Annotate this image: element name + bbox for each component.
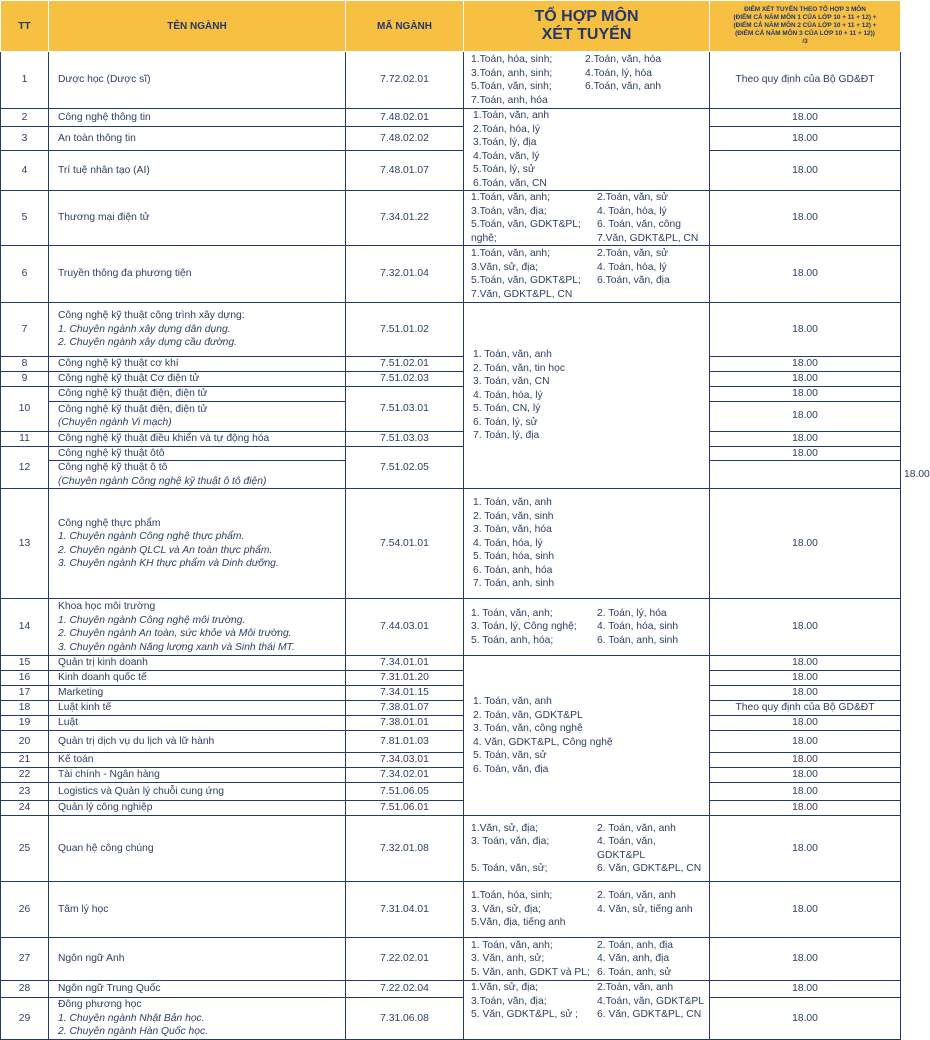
- row-code: 7.48.02.01: [346, 109, 464, 127]
- combo-cell: 1.Toán, hóa, sinh; 2.Toán, văn, hóa 3.Toán, anh, sinh; 4.Toán, lý, hóa 5.Toán, văn, sinh; 6.Toán, văn, anh 7.Toán, anh, hóa: [464, 52, 710, 109]
- row-tt: 3: [1, 127, 49, 151]
- row-score: 18.00: [710, 671, 901, 686]
- row-score: 18.00: [710, 686, 901, 701]
- row-code: 7.31.06.08: [346, 998, 464, 1040]
- row-score: 18.00: [710, 446, 901, 461]
- row-tt: 29: [1, 998, 49, 1040]
- row-tt: 22: [1, 768, 49, 783]
- table-row: [1, 701, 901, 716]
- row-score: 18.00: [710, 151, 901, 191]
- row-code: 7.51.02.03: [346, 372, 464, 387]
- row-name: Công nghệ kỹ thuật ôtô: [49, 446, 346, 461]
- row-name: Logistics và Quản lý chuỗi cung ứng: [49, 783, 346, 801]
- row-code: 7.51.03.03: [346, 431, 464, 446]
- row-tt: 9: [1, 372, 49, 387]
- table-header: [1, 1, 901, 52]
- row-score: 18.00: [710, 246, 901, 303]
- row-name: Ngôn ngữ Trung Quốc: [49, 981, 346, 998]
- row-name: Công nghệ kỹ thuật ô tô (Chuyên ngành Công nghệ kỹ thuật ô tô điện): [49, 461, 346, 489]
- row-name: Tài chính - Ngân hàng: [49, 768, 346, 783]
- row-score: 18.00: [710, 816, 901, 882]
- row-score: 18.00: [710, 401, 901, 431]
- combo-cell: 1.Toán, văn, anh; 2.Toán, văn, sử 3.Văn, sử, địa; 4. Toán, hóa, lý 5.Toán, văn, GDKT&PL; 6.Toán, văn, địa 7.Văn, GDKT&PL, CN: [464, 246, 710, 303]
- row-name: Công nghệ thực phẩm 1. Chuyên ngành Công nghệ thực phẩm. 2. Chuyên ngành QLCL và An toàn thực phẩm. 3. Chuyên ngành KH thực phẩm và Dinh dưỡng.: [49, 489, 346, 599]
- row-code: 7.31.04.01: [346, 882, 464, 938]
- table-row: [1, 671, 901, 686]
- row-code: 7.72.02.01: [346, 52, 464, 109]
- row-tt: 5: [1, 191, 49, 246]
- combo-cell-empty: [710, 461, 901, 489]
- row-score: 18.00: [710, 127, 901, 151]
- row-tt: 17: [1, 686, 49, 701]
- row-tt: 21: [1, 753, 49, 768]
- row-tt: 2: [1, 109, 49, 127]
- table-row: [1, 303, 901, 357]
- row-code: 7.38.01.07: [346, 701, 464, 716]
- row-tt: 12: [1, 446, 49, 489]
- row-score: Theo quy định của Bộ GD&ĐT: [710, 52, 901, 109]
- combo-cell: 1. Toán, văn, anh 2. Toán, văn, tin học 3. Toán, văn, CN 4. Toán, hóa, lý 5. Toán, CN, lý 6. Toán, lý, sử 7. Toán, lý, địa: [464, 303, 710, 489]
- row-code: 7.32.01.08: [346, 816, 464, 882]
- combo-cell: 1.Toán, văn, anh; 2.Toán, văn, sử 3.Toán, văn, địa; 4. Toán, hóa, lý 5.Toán, văn, GDKT&PL; 6. Toán, văn, công nghệ; 7.Văn, GDKT&PL, CN: [464, 191, 710, 246]
- row-score: 18.00: [710, 981, 901, 998]
- row-code: 7.54.01.01: [346, 489, 464, 599]
- row-name: Đông phương học 1. Chuyên ngành Nhật Bản học. 2. Chuyên ngành Hàn Quốc học.: [49, 998, 346, 1040]
- row-score: 18.00: [710, 357, 901, 372]
- row-tt: 28: [1, 981, 49, 998]
- combo-cell: 1.Văn, sử, địa; 2.Toán, văn, anh 3.Toán, văn, địa; 4.Toán, văn, GDKT&PL 5. Văn, GDKT&PL, sử ; 6. Văn, GDKT&PL, CN: [464, 981, 710, 1040]
- row-code: 7.34.02.01: [346, 768, 464, 783]
- table-row: [1, 109, 901, 127]
- table-row: [1, 246, 901, 303]
- row-code: 7.51.03.01: [346, 387, 464, 432]
- row-name: Dược học (Dược sĩ): [49, 52, 346, 109]
- combo-cell: 1. Toán, văn, anh; 2. Toán, lý, hóa 3. Toán, lý, Công nghệ; 4. Toán, hóa, sinh 5. Toán, anh, hóa; 6. Toán, anh, sinh: [464, 599, 710, 656]
- row-name: Quản trị kinh doanh: [49, 656, 346, 671]
- table-row: [1, 882, 901, 938]
- table-row: [1, 716, 901, 731]
- row-name: Tâm lý học: [49, 882, 346, 938]
- row-tt: 16: [1, 671, 49, 686]
- row-score: 18.00: [710, 109, 901, 127]
- table-row: [1, 686, 901, 701]
- header-ten-nganh: TÊN NGÀNH: [49, 1, 346, 52]
- row-code: 7.34.03.01: [346, 753, 464, 768]
- row-code: 7.81.01.03: [346, 731, 464, 753]
- table-row: [1, 998, 901, 1040]
- row-code: 7.22.02.01: [346, 938, 464, 981]
- combo-cell: 1. Toán, văn, anh 2. Toán, văn, GDKT&PL 3. Toán, văn, công nghệ 4. Văn, GDKT&PL, Công nghệ 5. Toán, văn, sử 6. Toán, văn, địa: [464, 656, 710, 816]
- row-tt: 4: [1, 151, 49, 191]
- table-row: [1, 768, 901, 783]
- row-tt: 25: [1, 816, 49, 882]
- row-score: 18.00: [710, 656, 901, 671]
- row-name: Kinh doanh quốc tế: [49, 671, 346, 686]
- row-score: 18.00: [710, 191, 901, 246]
- combo-cell: 1.Toán, văn, anh 2.Toán, hóa, lý 3.Toán, lý, địa 4.Toán, văn, lý 5.Toán, lý, sử 6.Toán, văn, CN: [464, 109, 710, 191]
- row-score: 18.00: [710, 783, 901, 801]
- table-row: [1, 151, 901, 191]
- row-name: Công nghệ kỹ thuật điều khiển và tự động hóa: [49, 431, 346, 446]
- row-score: Theo quy định của Bộ GD&ĐT: [710, 701, 901, 716]
- row-tt: 11: [1, 431, 49, 446]
- row-name: Luật: [49, 716, 346, 731]
- header-to-hop: TỔ HỢP MÔN XÉT TUYỂN: [464, 1, 710, 52]
- row-score: 18.00: [710, 998, 901, 1040]
- row-name: Kế toán: [49, 753, 346, 768]
- row-code: 7.22.02.04: [346, 981, 464, 998]
- row-tt: 14: [1, 599, 49, 656]
- table-row: [1, 387, 901, 402]
- table-row: [1, 938, 901, 981]
- row-code: 7.38.01.01: [346, 716, 464, 731]
- table-row: [1, 599, 901, 656]
- row-name: An toàn thông tin: [49, 127, 346, 151]
- row-score: 18.00: [710, 753, 901, 768]
- table-row: [1, 753, 901, 768]
- combo-cell: 1. Toán, văn, anh; 2. Toán, anh, địa 3. Văn, anh, sử; 4. Văn, anh, địa 5. Văn, anh, GDKT và PL; 6. Toán, anh, sử: [464, 938, 710, 981]
- row-score: 18.00: [710, 303, 901, 357]
- row-score: 18.00: [710, 938, 901, 981]
- row-code: 7.34.01.15: [346, 686, 464, 701]
- table-row: [1, 446, 901, 461]
- row-tt: 10: [1, 387, 49, 432]
- row-name: Công nghệ kỹ thuật cơ khí: [49, 357, 346, 372]
- row-code: 7.34.01.01: [346, 656, 464, 671]
- row-code: 7.48.01.07: [346, 151, 464, 191]
- row-name: Công nghệ kỹ thuật Cơ điện tử: [49, 372, 346, 387]
- row-score: 18.00: [710, 489, 901, 599]
- row-score: 18.00: [710, 731, 901, 753]
- row-name: Quản trị dịch vụ du lịch và lữ hành: [49, 731, 346, 753]
- combo-cell: 1. Toán, văn, anh 2. Toán, văn, sinh 3. Toán, văn, hóa 4. Toán, hóa, lý 5. Toán, hóa, sinh 6. Toán, anh, hóa 7. Toán, anh, sinh: [464, 489, 710, 599]
- table-row: [1, 656, 901, 671]
- row-name: Công nghệ thông tin: [49, 109, 346, 127]
- row-code: 7.51.01.02: [346, 303, 464, 357]
- row-score: 18.00: [710, 768, 901, 783]
- row-name: Công nghệ kỹ thuật điện, điện tử (Chuyên ngành Vi mạch): [49, 401, 346, 431]
- table-row: Công nghệ kỹ thuật ô tô (Chuyên ngành Công nghệ kỹ thuật ô tô điện) 18.00: [1, 461, 901, 489]
- table-row: [1, 357, 901, 372]
- row-code: 7.34.01.22: [346, 191, 464, 246]
- row-tt: 19: [1, 716, 49, 731]
- row-name: Công nghệ kỹ thuật công trình xây dựng: 1. Chuyên ngành xây dựng dân dụng. 2. Chuyên ngành xây dựng cầu đường.: [49, 303, 346, 357]
- row-code: 7.32.01.04: [346, 246, 464, 303]
- table-row: [1, 127, 901, 151]
- header-tt: TT: [1, 1, 49, 52]
- row-score: 18.00: [710, 801, 901, 816]
- row-code: 7.31.01.20: [346, 671, 464, 686]
- row-tt: 1: [1, 52, 49, 109]
- row-code: 7.51.06.05: [346, 783, 464, 801]
- header-ma-nganh: MÃ NGÀNH: [346, 1, 464, 52]
- table-row: [1, 801, 901, 816]
- row-tt: 7: [1, 303, 49, 357]
- row-tt: 27: [1, 938, 49, 981]
- table-row: [1, 981, 901, 998]
- table-row: [1, 816, 901, 882]
- row-score: 18.00: [710, 716, 901, 731]
- combo-cell: 1.Toán, hóa, sinh; 2. Toán, văn, anh 3. Văn, sử, địa; 4. Văn, sử, tiếng anh 5.Văn, địa, tiếng anh: [464, 882, 710, 938]
- row-tt: 26: [1, 882, 49, 938]
- row-tt: 6: [1, 246, 49, 303]
- row-tt: 24: [1, 801, 49, 816]
- row-score: 18.00: [710, 387, 901, 402]
- row-code: 7.51.02.05: [346, 446, 464, 489]
- row-name: Marketing: [49, 686, 346, 701]
- row-tt: 18: [1, 701, 49, 716]
- row-score: 18.00: [710, 599, 901, 656]
- header-diem: ĐIỂM XÉT TUYỂN THEO TỔ HỢP 3 MÔN (ĐIỂM CẢ NĂM MÔN 1 CỦA LỚP 10 + 11 + 12) + (ĐIỂM CẢ NĂM MÔN 2 CỦA LỚP 10 + 11 + 12) + (ĐIỂM CẢ NĂM MÔN 3 CỦA LỚP 10 + 11 + 12)) /3: [710, 1, 901, 52]
- row-name: Quản lý công nghiệp: [49, 801, 346, 816]
- table-row: [1, 191, 901, 246]
- table-row: [1, 731, 901, 753]
- combo-cell: 1.Văn, sử, địa; 2. Toán, văn, anh 3. Toán, văn, địa; 4. Toán, văn, GDKT&PL 5. Toán, văn, sử; 6. Văn, GDKT&PL, CN: [464, 816, 710, 882]
- table-row: [1, 372, 901, 387]
- row-score: 18.00: [710, 372, 901, 387]
- row-name: Thương mại điện tử: [49, 191, 346, 246]
- table-row: [1, 431, 901, 446]
- row-name: Luật kinh tế: [49, 701, 346, 716]
- row-score: 18.00: [710, 882, 901, 938]
- row-tt: 20: [1, 731, 49, 753]
- row-tt: 15: [1, 656, 49, 671]
- row-name: Truyền thông đa phương tiện: [49, 246, 346, 303]
- row-tt: 13: [1, 489, 49, 599]
- row-name: Ngôn ngữ Anh: [49, 938, 346, 981]
- row-code: 7.48.02.02: [346, 127, 464, 151]
- row-name: Khoa học môi trường 1. Chuyên ngành Công nghệ môi trường. 2. Chuyên ngành An toàn, sức khỏe và Môi trường. 3. Chuyên ngành Năng lượng xanh và Sinh thái MT.: [49, 599, 346, 656]
- row-name: Quan hệ công chúng: [49, 816, 346, 882]
- row-score: 18.00: [710, 431, 901, 446]
- table-row: [1, 489, 901, 599]
- row-name: Công nghệ kỹ thuật điện, điện tử: [49, 387, 346, 402]
- table-row: [1, 52, 901, 109]
- table-row: [1, 783, 901, 801]
- row-code: 7.44.03.01: [346, 599, 464, 656]
- row-tt: 8: [1, 357, 49, 372]
- row-code: 7.51.02.01: [346, 357, 464, 372]
- row-code: 7.51.06.01: [346, 801, 464, 816]
- row-tt: 23: [1, 783, 49, 801]
- row-name: Trí tuệ nhân tạo (AI): [49, 151, 346, 191]
